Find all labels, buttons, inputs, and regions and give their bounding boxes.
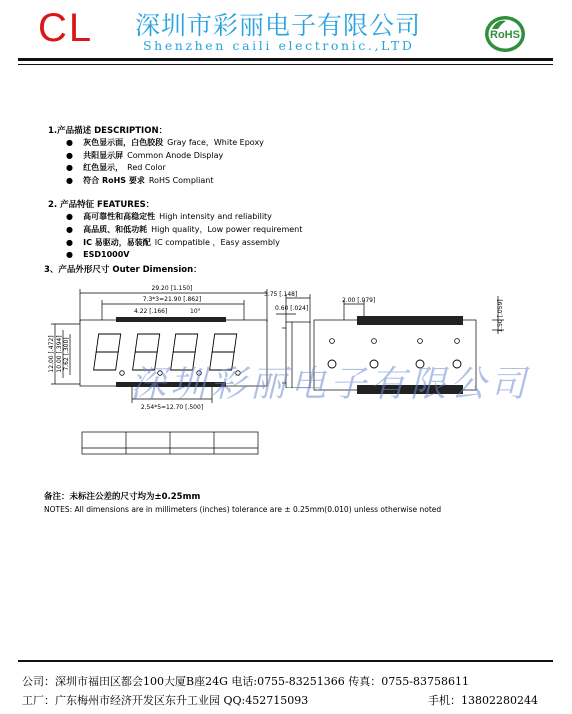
brand-logo: CL [38, 6, 94, 50]
dim-digit-height: 7.62 [.300] [63, 337, 70, 371]
dim-pin-pitch: 2.54*5=12.70 [.500] [140, 404, 204, 411]
dim-overall-width: 29.20 [1.150] [151, 285, 193, 292]
company-name-cn: 深圳市彩丽电子有限公司 [135, 11, 422, 40]
features-item: ● 高可靠性和高稳定性 High intensity and reliability [66, 212, 272, 221]
dim-height: 12.00 [.472] [48, 335, 55, 373]
dim-slant: 10° [190, 308, 201, 315]
dim-seg-width: 4.22 [.166] [134, 308, 168, 315]
company-name-en: Shenzhen caili electronic.,LTD [143, 38, 415, 53]
rohs-badge [484, 15, 526, 53]
rohs-label: RoHS [490, 29, 520, 41]
description-item: ● 红色显示， Red Color [66, 163, 166, 172]
dim-pin-len: 1.50 [.059] [497, 299, 504, 333]
header-rule-thin [18, 64, 553, 65]
footer-company-contact: 公司：深圳市福田区都会100大厦B座24G 电话:0755-83251366 传真：0755-83758611 [22, 675, 469, 688]
dim-body-height: 10.00 [.394] [56, 335, 63, 373]
top-view-drawing [80, 430, 260, 460]
footer-mobile: 手机：13802280244 [428, 694, 538, 707]
description-item: ● 灰色显示面，白色胶段 Gray face，White Epoxy [66, 138, 264, 147]
header-rule [18, 58, 553, 61]
footer-rule [18, 660, 553, 662]
note-en: NOTES: All dimensions are in millimeters (inches) tolerance are ± 0.25mm(0.010) unless otherwise noted [44, 505, 442, 514]
dim-digit-pitch: 7.3*3=21.90 [.862] [142, 296, 202, 303]
dim-depth: 3.75 [.148] [264, 291, 298, 298]
description-item: ● 符合 RoHS 要求 RoHS Compliant [66, 176, 214, 185]
note-cn: 备注：未标注公差的尺寸均为±0.25mm [44, 492, 201, 502]
dim-pin-dia: 0.60 [.024] [275, 305, 309, 312]
watermark: 深圳彩丽电子有限公司 [130, 364, 531, 405]
features-item: ● 高品质、和低功耗 High quality，Low power requirement [66, 225, 303, 234]
dimension-title: 3、产品外形尺寸 Outer Dimension： [44, 265, 202, 275]
description-title: 1.产品描述 DESCRIPTION： [48, 126, 168, 136]
footer-factory-contact: 工厂：广东梅州市经济开发区东升工业园 QQ:452715093 [22, 694, 309, 707]
features-item: ● ESD1000V [66, 250, 130, 259]
rohs-leaf-icon [484, 15, 526, 53]
features-item: ● IC 易驱动，易装配 IC compatible ，Easy assembly [66, 238, 280, 247]
dim-pin-spacing: 2.00 [.079] [342, 297, 376, 304]
features-title: 2. 产品特征 FEATURES： [48, 200, 155, 210]
description-item: ● 共阳显示屏 Common Anode Display [66, 151, 224, 160]
